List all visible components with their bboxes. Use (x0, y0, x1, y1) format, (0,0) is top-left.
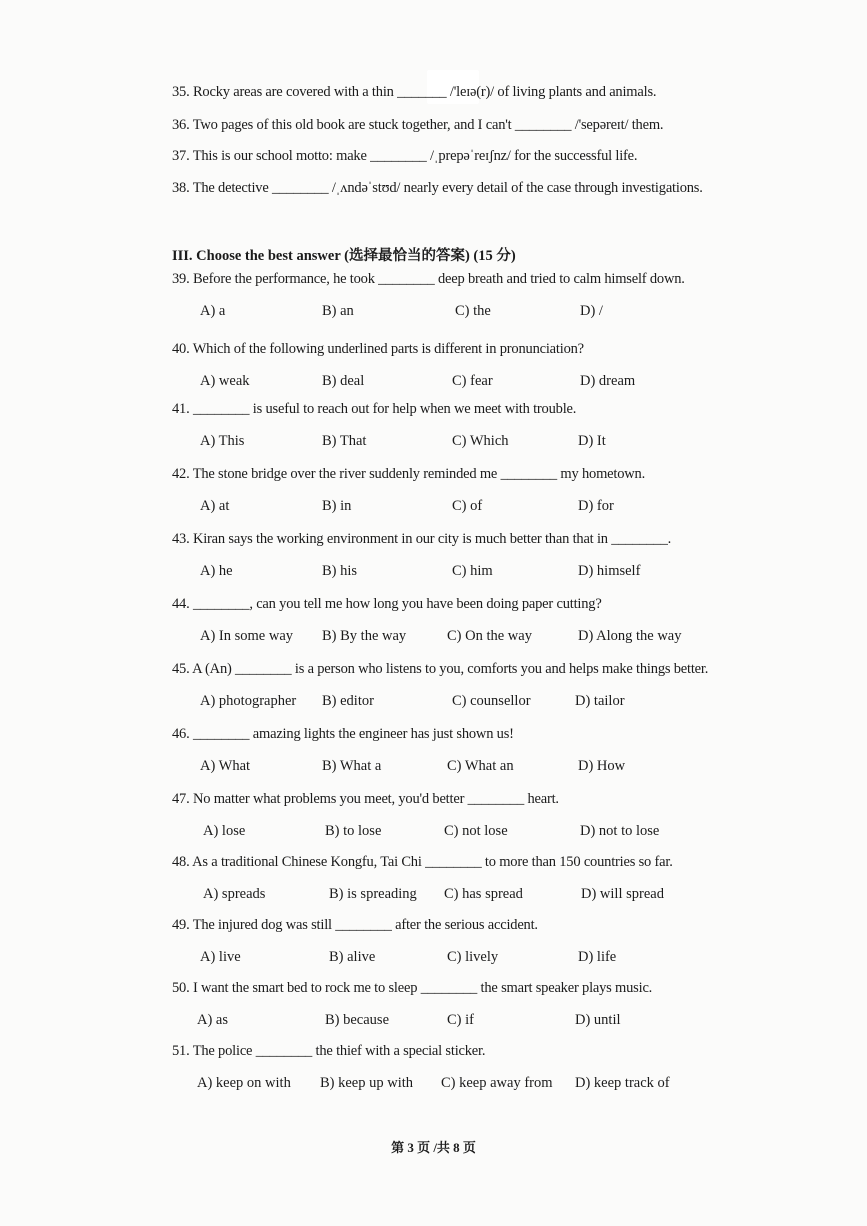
options-row-48 (0, 886, 867, 906)
option-46-c: C) What an (447, 758, 514, 774)
option-41-b: B) That (322, 433, 367, 449)
option-50-d: D) until (575, 1012, 621, 1028)
option-45-d: D) tailor (575, 693, 625, 709)
option-39-b: B) an (322, 303, 354, 319)
question-51: 51. The police ________ the thief with a special sticker. (172, 1043, 486, 1059)
option-43-b: B) his (322, 563, 358, 579)
option-50-c: C) if (447, 1012, 474, 1028)
page-footer: 第 3 页 /共 8 页 (391, 1140, 476, 1155)
options-row-49 (0, 949, 867, 969)
option-44-b: B) By the way (322, 628, 407, 644)
option-46-d: D) How (578, 758, 626, 774)
option-49-a: A) live (200, 949, 241, 965)
question-50: 50. I want the smart bed to rock me to sleep ________ the smart speaker plays music. (172, 980, 653, 996)
option-42-c: C) of (452, 498, 483, 514)
options-row-42 (0, 498, 867, 518)
option-51-c: C) keep away from (441, 1075, 553, 1091)
options-row-46 (0, 758, 867, 778)
option-42-b: B) in (322, 498, 352, 514)
option-45-a: A) photographer (200, 693, 297, 709)
option-49-b: B) alive (329, 949, 376, 965)
option-49-d: D) life (578, 949, 617, 965)
question-45: 45. A (An) ________ is a person who listens to you, comforts you and helps make things better. (172, 661, 709, 677)
option-40-d: D) dream (580, 373, 636, 389)
options-row-47 (0, 823, 867, 843)
option-48-c: C) has spread (444, 886, 523, 902)
option-48-a: A) spreads (203, 886, 266, 902)
option-43-d: D) himself (578, 563, 641, 579)
option-51-a: A) keep on with (197, 1075, 291, 1091)
question-49: 49. The injured dog was still ________ after the serious accident. (172, 917, 538, 933)
option-45-c: C) counsellor (452, 693, 531, 709)
options-row-41 (0, 433, 867, 453)
options-row-51 (0, 1075, 867, 1095)
option-43-c: C) him (452, 563, 493, 579)
option-41-d: D) It (578, 433, 606, 449)
options-row-39 (0, 303, 867, 323)
option-45-b: B) editor (322, 693, 374, 709)
fill-item-36: 36. Two pages of this old book are stuck together, and I can't ________ /'sepəreɪt/ them. (172, 117, 664, 133)
options-row-43 (0, 563, 867, 583)
question-41: 41. ________ is useful to reach out for help when we meet with trouble. (172, 401, 577, 417)
option-41-a: A) This (200, 433, 245, 449)
question-40: 40. Which of the following underlined parts is different in pronunciation? (172, 341, 584, 357)
question-46: 46. ________ amazing lights the engineer has just shown us! (172, 726, 514, 742)
option-44-c: C) On the way (447, 628, 532, 644)
option-47-b: B) to lose (325, 823, 382, 839)
option-50-b: B) because (325, 1012, 390, 1028)
option-40-a: A) weak (200, 373, 250, 389)
option-39-a: A) a (200, 303, 226, 319)
option-47-c: C) not lose (444, 823, 508, 839)
section-title: III. Choose the best answer (选择最恰当的答案) (15 分) (172, 248, 516, 264)
option-40-b: B) deal (322, 373, 365, 389)
option-44-a: A) In some way (200, 628, 294, 644)
option-39-c: C) the (455, 303, 491, 319)
question-42: 42. The stone bridge over the river suddenly reminded me ________ my hometown. (172, 466, 646, 482)
option-43-a: A) he (200, 563, 233, 579)
option-42-d: D) for (578, 498, 614, 514)
option-40-c: C) fear (452, 373, 493, 389)
option-49-c: C) lively (447, 949, 499, 965)
option-39-d: D) / (580, 303, 603, 319)
option-48-d: D) will spread (581, 886, 664, 902)
option-50-a: A) as (197, 1012, 229, 1028)
question-47: 47. No matter what problems you meet, you'd better ________ heart. (172, 791, 559, 807)
question-39: 39. Before the performance, he took ________ deep breath and tried to calm himself down. (172, 271, 685, 287)
option-48-b: B) is spreading (329, 886, 417, 902)
option-47-a: A) lose (203, 823, 246, 839)
fill-item-35: 35. Rocky areas are covered with a thin _______ /'leɪə(r)/ of living plants and animals. (172, 84, 657, 100)
options-row-40 (0, 373, 867, 393)
option-41-c: C) Which (452, 433, 509, 449)
fill-item-37: 37. This is our school motto: make ________ /ˌprepəˈreɪʃnz/ for the successful life. (172, 148, 638, 164)
options-row-50 (0, 1012, 867, 1032)
question-44: 44. ________, can you tell me how long you have been doing paper cutting? (172, 596, 602, 612)
options-row-44 (0, 628, 867, 648)
question-48: 48. As a traditional Chinese Kongfu, Tai Chi ________ to more than 150 countries so far. (172, 854, 673, 870)
option-46-a: A) What (200, 758, 251, 774)
option-51-d: D) keep track of (575, 1075, 670, 1091)
option-51-b: B) keep up with (320, 1075, 414, 1091)
option-46-b: B) What a (322, 758, 382, 774)
fill-item-38: 38. The detective ________ /ˌʌndəˈstʊd/ nearly every detail of the case through investigations. (172, 180, 703, 196)
option-47-d: D) not to lose (580, 823, 660, 839)
option-42-a: A) at (200, 498, 230, 514)
question-43: 43. Kiran says the working environment in our city is much better than that in ________. (172, 531, 672, 547)
options-row-45 (0, 693, 867, 713)
option-44-d: D) Along the way (578, 628, 682, 644)
